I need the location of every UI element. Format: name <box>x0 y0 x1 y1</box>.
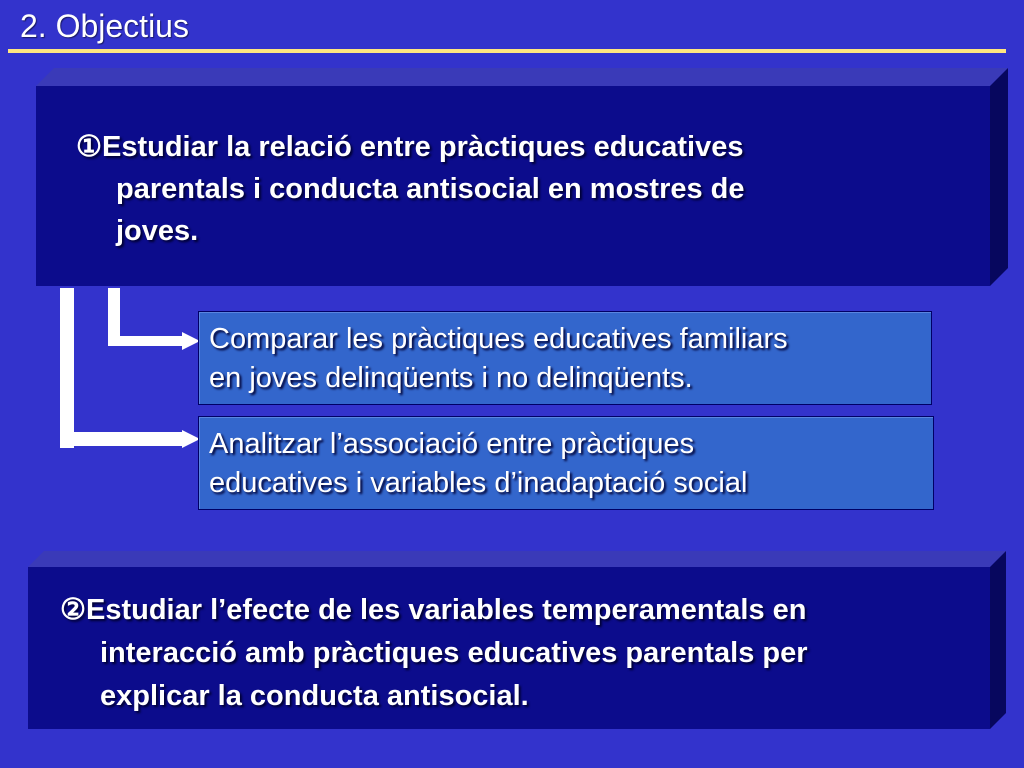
sub-objective-1 <box>198 311 932 405</box>
objective-2-line-2: interacció amb pràctiques educatives parentals per <box>100 637 808 669</box>
objective-2-text <box>60 589 960 718</box>
objective-1-text <box>76 126 936 252</box>
title-underline <box>8 49 1006 53</box>
objective-2-line-3: explicar la conducta antisocial. <box>100 680 529 712</box>
objective-1-line-1 <box>76 126 936 168</box>
slide-title: 2. Objectius <box>20 8 189 44</box>
objective-2-line-1-text: Estudiar l’efecte de les variables temperamentals en <box>86 594 807 626</box>
objective-1-line-1-text: Estudiar la relació entre pràctiques educatives <box>102 131 744 163</box>
connector-outer-vertical <box>60 288 74 448</box>
sub-objective-1-line-1: Comparar les pràctiques educatives familiars <box>209 323 788 355</box>
sub-objective-2 <box>198 416 934 510</box>
connector-outer-horizontal <box>60 432 184 446</box>
objective-1-line-2: parentals i conducta antisocial en mostres de <box>116 173 745 205</box>
sub-objective-2-line-2: educatives i variables d’inadaptació social <box>209 467 748 499</box>
circled-one-icon: ① <box>76 131 102 163</box>
objective-2-line-1 <box>60 589 960 632</box>
connector-inner-horizontal <box>108 336 184 346</box>
objective-1-line-3: joves. <box>116 215 199 247</box>
sub-objective-2-line-1: Analitzar l’associació entre pràctiques <box>209 428 695 460</box>
circled-two-icon: ② <box>60 594 86 626</box>
sub-objective-1-line-2: en joves delinqüents i no delinqüents. <box>209 362 693 394</box>
